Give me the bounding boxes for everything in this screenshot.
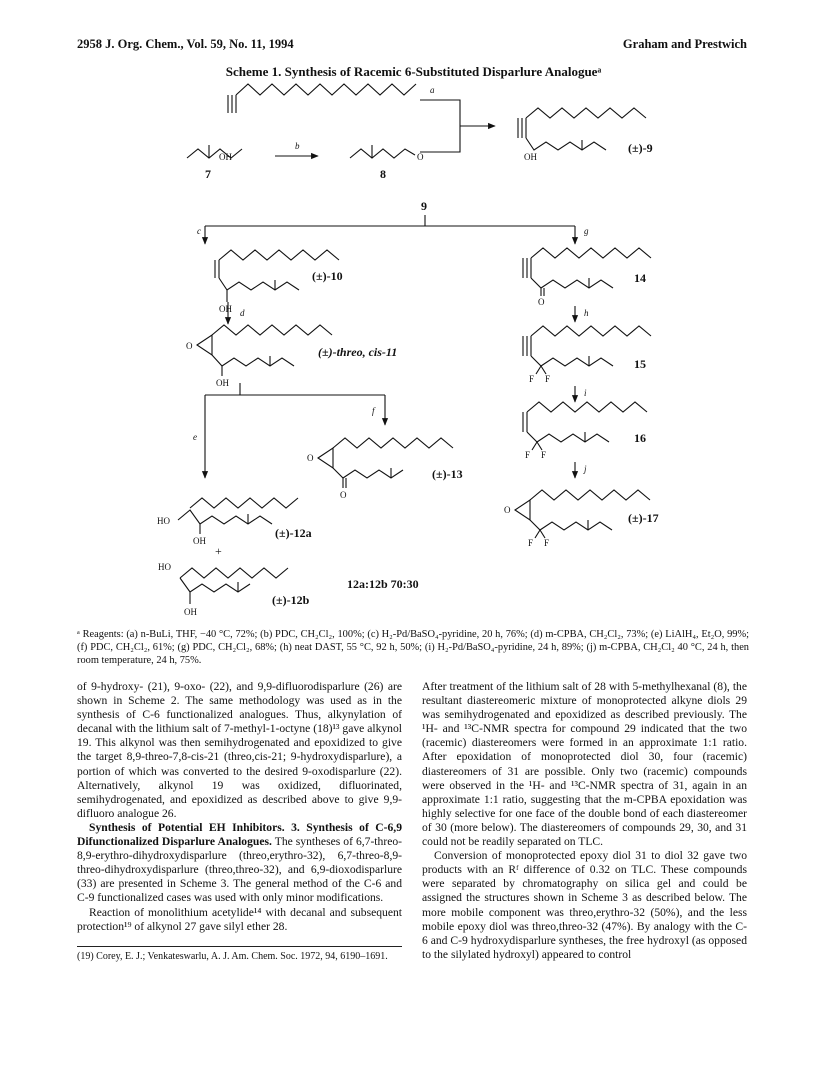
right-paragraph-1: After treatment of the lithium salt of 28 with 5-methylhexanal (8), the resultant diastereomeric mixture of monoprotected alkyne diols 29 was semihydrogenated and epoxidized as described previously. The ¹H- and ¹³C-NMR spectra for compound 29 indicated that the two (racemic) diastereomers were formed in an approximate 1:1 ratio. After epoxidation of monoprotected diol 30, four (racemic) diastereomers of 31 are possible. Only two (racemic) compounds were observed in the ¹H- and ¹³C-NMR spectra of 31, again in an approximate 1:1 ratio, suggesting that the m-CPBA epoxidation was highly selective for one face of the double bond of each diastereomer of 30 (more below). The diastereomers of compounds 29, 30, and 31 could not be readily separated on TLC. <box>422 680 747 849</box>
atom-oh-10: OH <box>219 304 232 314</box>
compound-13-label: (±)-13 <box>432 467 463 481</box>
left-paragraph-1: of 9-hydroxy- (21), 9-oxo- (22), and 9,9-difluorodisparlure (26) are shown in Scheme 2. The same methodology was used as in the synthesis of C-6 functionalized analogues. Thus, alkynylation of decanal with the lithium salt of 7-methyl-1-octyne (18)¹³ gave alkynol 19. This alkynol was then semihydrogenated and epoxidized to give the target 8,9-threo-7,8-cis-21 (threo,cis-21; 9-hydroxydisparlure), a portion of which was converted to the desired 9-oxodisparlure (22). Alternatively, alkynol 19 was oxidized, difluorinated, semihydrogenated, and epoxidized as described above to give 9,9-difluoro analogue 26. <box>77 680 402 820</box>
compound-9-label: (±)-9 <box>628 141 653 155</box>
compound-10-label: (±)-10 <box>312 269 343 283</box>
step-f-label: f <box>372 406 375 416</box>
atom-o-11-epoxide: O <box>186 341 193 351</box>
compound-9-structure <box>518 108 646 150</box>
running-header-right: Graham and Prestwich <box>622 37 747 51</box>
atom-o-13-ketone: O <box>340 490 347 500</box>
reference-19: (19) Corey, E. J.; Venkateswarlu, A. J. Am. Chem. Soc. 1972, 94, 6190–1691. <box>77 950 388 962</box>
atom-ho-12b: HO <box>158 562 171 572</box>
footnote-divider <box>77 946 402 947</box>
atom-f1-17: F <box>528 538 534 548</box>
scheme-title: Scheme 1. Synthesis of Racemic 6-Substituted Disparlure Analogueᵃ <box>225 64 602 79</box>
plus-sign: + <box>215 544 222 558</box>
step-b-label: b <box>295 141 300 151</box>
reaction-a-bracket <box>420 100 460 152</box>
compound-16-structure <box>523 402 647 450</box>
compound-16-label: 16 <box>634 431 646 445</box>
ratio-label: 12a:12b 70:30 <box>347 577 419 591</box>
compound-11-label: (±)-threo, cis-11 <box>318 345 398 359</box>
step-j-label: j <box>584 464 587 474</box>
atom-f2-15: F <box>545 374 551 384</box>
atom-f1-15: F <box>529 374 535 384</box>
atom-oh-11: OH <box>216 378 229 388</box>
compound-14-label: 14 <box>634 271 646 285</box>
compound-15-structure <box>523 326 651 374</box>
compound-7-label: 7 <box>205 167 211 181</box>
step-d-label: d <box>240 308 245 318</box>
atom-oh-12b: OH <box>184 607 197 617</box>
atom-o-8: O <box>417 152 424 162</box>
compound-12a-label: (±)-12a <box>275 526 312 540</box>
compound-15-label: 15 <box>634 357 646 371</box>
step-h-label: h <box>584 308 589 318</box>
step-a-label: a <box>430 85 435 95</box>
atom-ho-12a: HO <box>157 516 170 526</box>
compound-7-structure <box>187 145 242 158</box>
step-e-label: e <box>193 432 197 442</box>
left-paragraph-3: Reaction of monolithium acetylide¹⁴ with decanal and subsequent protection¹⁹ of alkynol 27 gave silyl ether 28. <box>77 905 402 933</box>
compound-8-structure <box>350 145 415 158</box>
atom-o-13-epoxide: O <box>307 453 314 463</box>
atom-oh-9: OH <box>524 152 537 162</box>
left-column <box>77 680 402 963</box>
right-column <box>422 680 747 962</box>
running-header-left: 2958 J. Org. Chem., Vol. 59, No. 11, 1994 <box>77 37 294 51</box>
compound-11-structure <box>197 325 332 376</box>
compound-8-label: 8 <box>380 167 386 181</box>
compound-17-label: (±)-17 <box>628 511 659 525</box>
atom-f1-16: F <box>525 450 531 460</box>
atom-o-14: O <box>538 297 545 307</box>
step-i-label: i <box>584 388 587 398</box>
atom-f2-17: F <box>544 538 550 548</box>
atom-o-17-epoxide: O <box>504 505 511 515</box>
left-paragraph-2-body: The syntheses of 6,7-threo-8,9-erythro-dihydroxydisparlure (threo,erythro-32), 6,7-threo-8,9-threo-dihydroxydisparlure (threo,threo-32), and 6,9-dioxodisparlure (33) are presented in Scheme 3. The general method of the C-6 and C-9 functionalized cases was used with only minor modifications. <box>77 835 402 905</box>
step-c-label: c <box>197 226 201 236</box>
right-paragraph-2: Conversion of monoprotected epoxy diol 31 to diol 32 gave two products with an Rᶠ difference of 0.32 on TLC. These compounds were separated by chromatography on silica gel and could be assigned the structures shown in Scheme 3 as described below. The more mobile component was threo,erythro-32 (50%), and the less mobile epoxy diol was threo,threo-32 (47%). By analogy with the C-6 and C-9 hydroxydisparlure syntheses, the free hydroxyl (as opposed to the silylated hydroxyl) appeared to control <box>422 849 747 961</box>
left-paragraph-2 <box>77 821 402 906</box>
atom-oh-12a: OH <box>193 536 206 546</box>
compound-12b-label: (±)-12b <box>272 593 310 607</box>
compound-9-center-label: 9 <box>421 199 427 213</box>
scheme-footnote: ᵃ Reagents: (a) n-BuLi, THF, −40 °C, 72%; (b) PDC, CH₂Cl₂, 100%; (c) H₂-Pd/BaSO₄-pyridine, 20 h, 76%; (d) m-CPBA, CH₂Cl₂, 73%; (e) LiAlH₄, Et₂O, 99%; (f) PDC, CH₂Cl₂, 61%; (g) PDC, CH₂Cl₂, 68%; (h) neat DAST, 55 °C, 92 h, 50%; (i) H₂-Pd/BaSO₄-pyridine, 24 h, 89%; (j) m-CPBA, CH₂Cl₂ 40 °C, 24 h, then room temperature, 24 h, 75%. <box>77 629 749 666</box>
atom-oh-7: OH <box>219 152 232 162</box>
atom-f2-16: F <box>541 450 547 460</box>
step-g-label: g <box>584 226 589 236</box>
section-heading: Synthesis of Potential EH Inhibitors. 3. Synthesis of C-6,9 Difunctionalized Disparlure Analogues. <box>77 820 402 849</box>
compound-14-structure <box>523 248 651 296</box>
alkyne-chain-structure <box>228 84 416 113</box>
